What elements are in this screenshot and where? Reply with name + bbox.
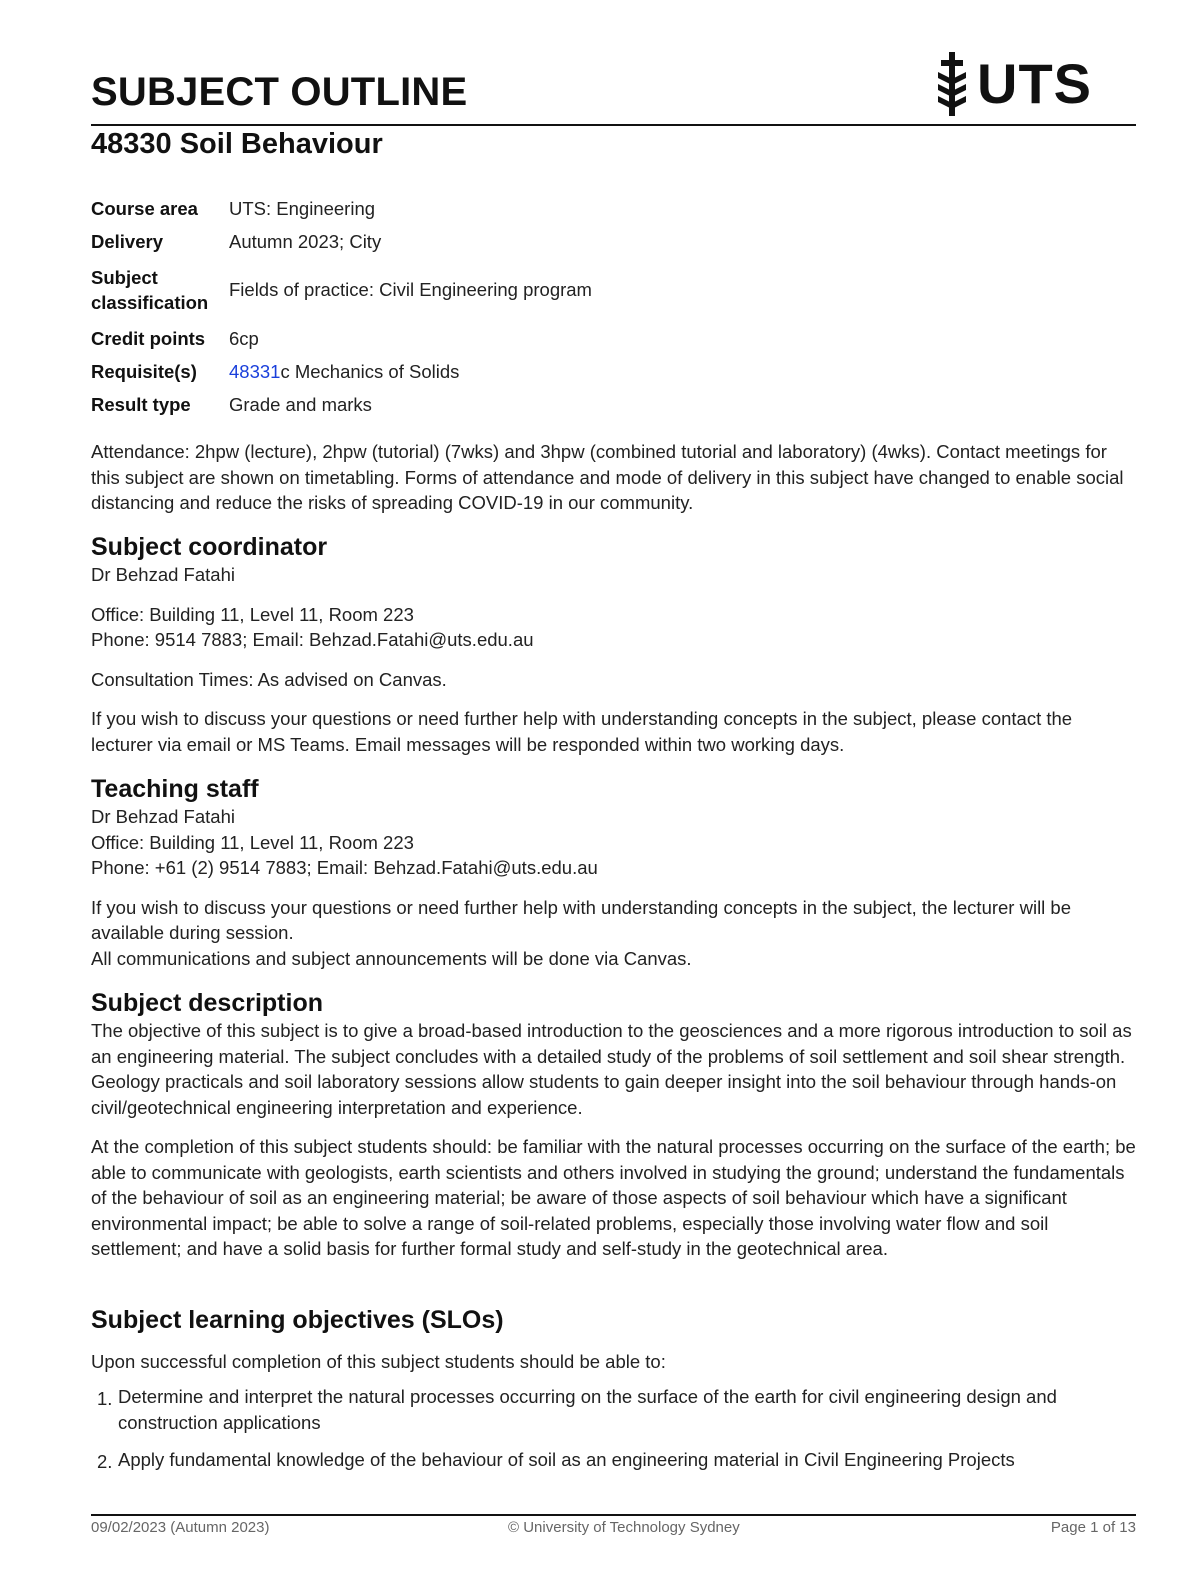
slo-number: 1. — [97, 1388, 113, 1409]
title-divider — [91, 124, 1136, 126]
meta-label-line: Subject — [91, 267, 158, 288]
meta-label — [91, 258, 229, 322]
meta-label-line: classification — [91, 292, 209, 313]
attendance-text: Attendance: 2hpw (lecture), 2hpw (tutorial) (7wks) and 3hpw (combined tutorial and laboratory) (4wks). Contact meetings for this subject are shown on timetabling. Forms of attendance and mode of delivery in this subject have changed to enable social distancing and reduce the risks of spreading COVID-19 in our community. — [91, 441, 1124, 513]
meta-value: Autumn 2023; City — [229, 230, 382, 252]
meta-row-delivery — [91, 225, 592, 258]
meta-label: Credit points — [91, 328, 206, 349]
coordinator-phone: Phone: 9514 7883; Email: Behzad.Fatahi@uts.edu.au — [91, 629, 534, 650]
staff-office: Office: Building 11, Level 11, Room 223 — [91, 831, 414, 853]
section-heading-coordinator: Subject coordinator — [91, 533, 328, 561]
section-heading-teaching-staff: Teaching staff — [91, 775, 259, 803]
staff-help: If you wish to discuss your questions or need further help with understanding concepts in the subject, the lecturer will be available during session. — [91, 896, 1072, 943]
attendance-paragraph — [91, 439, 1136, 516]
footer-page-number: Page 1 of 13 — [1050, 1519, 1136, 1536]
coordinator-name: Dr Behzad Fatahi — [91, 564, 235, 585]
meta-row-credit-points — [91, 322, 592, 355]
meta-row-requisites — [91, 355, 592, 388]
requisite-link[interactable]: 48331 — [229, 360, 281, 382]
staff-phone: Phone: +61 (2) 9514 7883; Email: Behzad.Fatahi@uts.edu.au — [91, 857, 598, 878]
slo-text: Determine and interpret the natural processes occurring on the surface of the earth for civil engineering design and construction applications — [118, 1386, 1057, 1433]
coordinator-office: Office: Building 11, Level 11, Room 223 — [91, 603, 414, 625]
logo-wordmark: UTS — [977, 52, 1092, 115]
meta-label: Delivery — [91, 231, 163, 252]
staff-communications: All communications and subject announcements will be done via Canvas. — [91, 947, 692, 969]
slo-intro — [91, 1349, 1136, 1375]
requisite-text: c Mechanics of Solids — [280, 360, 460, 382]
coordinator-help: If you wish to discuss your questions or need further help with understanding concepts in the subject, please contact the lecturer via email or MS Teams. Email messages will be responded within two working days. — [91, 708, 1073, 755]
subject-meta-table — [91, 192, 592, 421]
slo-list-item — [91, 1384, 1136, 1435]
section-heading-description: Subject description — [91, 989, 323, 1017]
slo-text: Apply fundamental knowledge of the behaviour of soil as an engineering material in Civil Engineering Projects — [118, 1449, 1015, 1470]
footer-divider — [91, 1514, 1136, 1516]
slo-list-item — [91, 1447, 1136, 1473]
section-heading-slos: Subject learning objectives (SLOs) — [91, 1306, 504, 1334]
staff-name: Dr Behzad Fatahi — [91, 806, 235, 827]
meta-value: UTS: Engineering — [229, 197, 376, 219]
footer-date: 09/02/2023 (Autumn 2023) — [91, 1519, 270, 1536]
document-page — [91, 0, 1136, 1590]
meta-row-course-area — [91, 192, 592, 225]
description-paragraph-2: At the completion of this subject students should: be familiar with the natural processes occurring on the surface of the earth; be able to communicate with geologists, earth scientists and others involved in studying the ground; understand the fundamentals of the behaviour of soil as an engineering material; be aware of those aspects of soil behaviour which have a significant environmental impact; be able to solve a range of soil-related problems, especially those involving water flow and soil settlement; and have a solid basis for further formal study and self-study in the geotechnical area. — [91, 1136, 1136, 1259]
meta-label: Result type — [91, 394, 191, 415]
uts-crest-icon — [933, 52, 971, 116]
meta-row-classification — [91, 258, 592, 322]
description-block — [91, 1018, 1136, 1262]
description-paragraph-1: The objective of this subject is to give a broad-based introduction to the geosciences and a more rigorous introduction to soil as an engineering material. The subject concludes with a detailed study of the problems of soil settlement and soil shear strength. Geology practicals and soil laboratory sessions allow students to gain deeper insight into the soil behaviour through hands-on civil/geotechnical engineering interpretation and experience. — [91, 1020, 1132, 1118]
slo-number: 2. — [97, 1451, 113, 1472]
subject-title: 48330 Soil Behaviour — [91, 128, 383, 160]
meta-label: Requisite(s) — [91, 361, 197, 382]
meta-value — [229, 355, 592, 388]
slo-intro-text: Upon successful completion of this subject students should be able to: — [91, 1351, 666, 1372]
meta-value: Fields of practice: Civil Engineering program — [229, 279, 592, 300]
coordinator-block — [91, 562, 1136, 757]
meta-value: 6cp — [229, 327, 259, 349]
meta-value: Grade and marks — [229, 393, 372, 415]
footer-copyright: © University of Technology Sydney — [508, 1519, 740, 1536]
uts-logo — [933, 52, 1092, 116]
document-title: SUBJECT OUTLINE — [91, 70, 468, 114]
meta-row-result-type — [91, 388, 592, 421]
consultation-times: Consultation Times: As advised on Canvas. — [91, 668, 447, 690]
meta-label: Course area — [91, 198, 198, 219]
teaching-staff-block — [91, 804, 1136, 971]
